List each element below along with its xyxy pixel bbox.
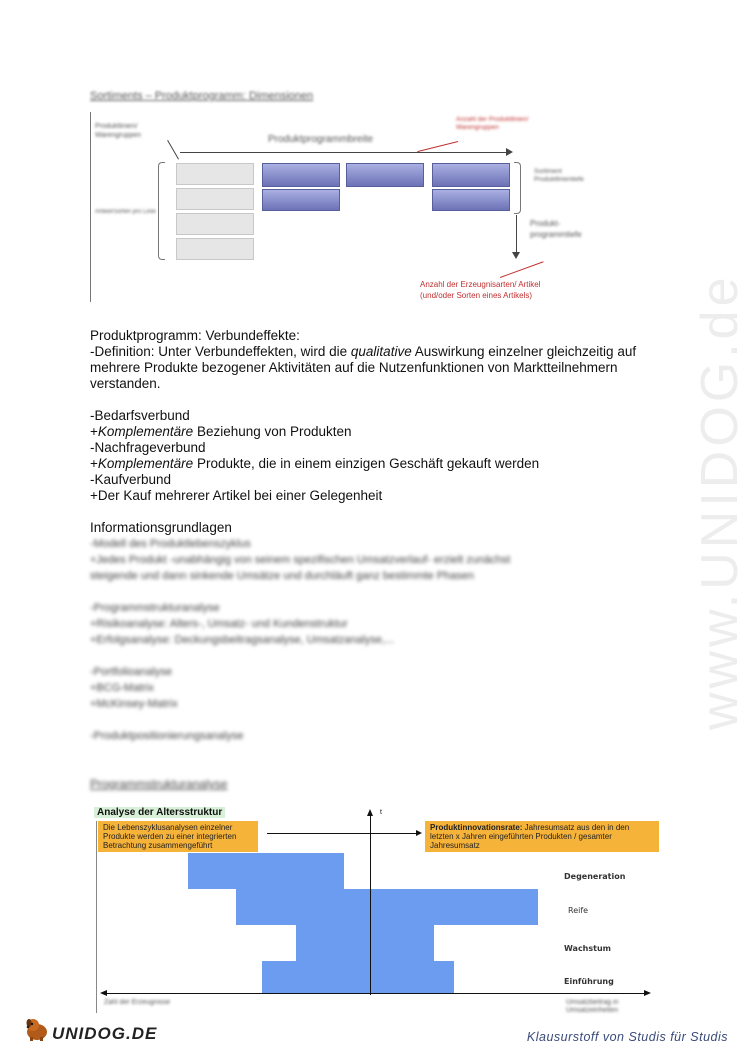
blurred-line: -Produktpositionierungsanalyse	[90, 730, 244, 742]
definition-line-2: mehrere Produkte bezogener Aktivitäten auf die Nutzenfunktionen von Marktteilnehmern	[90, 360, 618, 375]
grid-cell	[176, 238, 254, 260]
chart-title: Analyse der Altersstruktur	[94, 807, 225, 818]
phase-label: Wachstum	[564, 944, 611, 953]
arrow-line	[267, 833, 419, 834]
product-cell	[262, 163, 340, 187]
x-label-left: Zahl der Erzeugnisse	[104, 999, 171, 1006]
diagonal-pointer	[167, 140, 179, 160]
section-title-programmstruktur: Programmstrukturanalyse	[90, 777, 228, 791]
right-brace-top	[514, 162, 521, 214]
width-arrow-head	[506, 148, 513, 156]
heading-informationsgrundlagen: Informationsgrundlagen	[90, 520, 232, 535]
list-item: -Nachfrageverbund	[90, 440, 206, 455]
logo-text: UNIDOG.DE	[52, 1024, 158, 1043]
box-innovation-rate	[425, 821, 659, 852]
age-structure-chart	[92, 803, 662, 1018]
y-axis-head	[367, 809, 373, 816]
definition-italic: qualitative	[350, 344, 412, 359]
depth-arrow-head	[512, 252, 520, 259]
bar-reife	[236, 889, 538, 925]
product-cell	[346, 163, 424, 187]
chart-left-border	[96, 821, 97, 1013]
blurred-line: steigende und dann sinkende Umsätze und durchläuft ganz bestimmte Phasen	[90, 570, 475, 582]
definition-line-1	[90, 344, 636, 360]
item-text: Produkte, die in einem einzigen Geschäft gekauft werden	[193, 456, 540, 471]
blurred-line: +BCG-Matrix	[90, 682, 154, 694]
list-item: -Kaufverbund	[90, 472, 172, 487]
diagram-left-border	[90, 112, 91, 302]
blurred-line: -Programmstrukturanalyse	[90, 602, 220, 614]
x-label-right: Umsatzbeitrag in Umsatzeinheiten	[566, 999, 619, 1014]
grid-cell	[176, 188, 254, 210]
x-axis-line	[106, 993, 646, 994]
label-program-depth: Produktprogrammtiefe	[530, 219, 582, 239]
label-product-lines: Produktlinien/ Warengruppen	[95, 123, 142, 139]
bar-einfuehrung	[262, 961, 454, 993]
innovation-rate-label: Produktinnovationsrate:	[430, 823, 523, 832]
blurred-line: +Erfolgsanalyse: Deckungsbeitragsanalyse, Umsatzanalyse,...	[90, 634, 395, 646]
annotation-bottom-2: (und/oder Sorten eines Artikels)	[420, 291, 533, 300]
depth-arrow-line	[516, 215, 517, 255]
phase-label: Reife	[568, 906, 589, 915]
heading-verbundeffekte: Produktprogramm: Verbundeffekte:	[90, 328, 300, 343]
blurred-line: -Portfolioanalyse	[90, 666, 172, 678]
annotation-top: Anzahl der Produktlinien/ Warengruppen	[456, 116, 529, 131]
annotation-top-line	[417, 141, 458, 152]
item-prefix: +	[90, 424, 98, 439]
blurred-line: -Modell des Produktlebenszyklus	[90, 538, 251, 550]
label-line-depth: Sortiment Produktlinientiefe	[534, 168, 584, 183]
product-cell	[432, 163, 510, 187]
phase-label: Einführung	[564, 977, 614, 986]
list-item: -Bedarfsverbund	[90, 408, 190, 423]
product-cell	[262, 189, 340, 211]
x-axis-head-right	[644, 990, 651, 996]
item-italic: Komplementäre	[97, 456, 194, 471]
arrow-head	[416, 830, 422, 836]
grid-cell	[176, 163, 254, 185]
annotation-bottom-1: Anzahl der Erzeugnisarten/ Artikel	[420, 280, 541, 289]
bar-degeneration	[188, 853, 344, 889]
left-brace	[158, 162, 165, 260]
definition-line-3: verstanden.	[90, 376, 161, 391]
y-axis-line	[370, 815, 371, 995]
phase-label: Degeneration	[564, 872, 626, 881]
label-program-width: Produktprogrammbreite	[268, 134, 374, 145]
y-axis-label: t	[380, 809, 382, 816]
grid-cell	[176, 213, 254, 235]
blurred-line: +McKinsey-Matrix	[90, 698, 178, 710]
innovation-rate-text: Jahresumsatz aus den in den letzten x Jahren eingeführten Produkten / gesamter Jahresumsatz	[430, 823, 630, 850]
watermark: www.UNIDOG.de	[691, 273, 749, 730]
definition-post: Auswirkung einzelner gleichzeitig auf	[411, 344, 637, 359]
section-title-dimensions: Sortiments – Produktprogramm: Dimensionen	[90, 90, 314, 102]
item-prefix: +	[90, 456, 98, 471]
item-italic: Komplementäre	[97, 424, 194, 439]
label-articles-per-line: Artikel/Sorten pro Linie	[95, 209, 156, 215]
dog-logo-icon	[24, 1016, 50, 1042]
blurred-line: +Risikoanalyse: Alters-, Umsatz- und Kundenstruktur	[90, 618, 348, 630]
product-cell	[432, 189, 510, 211]
footer-tagline: Klausurstoff von Studis für Studis	[526, 1030, 728, 1044]
x-axis-head-left	[100, 990, 107, 996]
list-item	[90, 424, 352, 440]
bar-wachstum	[296, 925, 434, 961]
annotation-bottom-line	[500, 261, 544, 278]
list-item: +Der Kauf mehrerer Artikel bei einer Gelegenheit	[90, 488, 383, 503]
blurred-line: +Jedes Produkt -unabhängig von seinem spezifischen Umsatzverlauf- erzielt zunächst	[90, 554, 511, 566]
width-arrow-line	[180, 152, 510, 153]
list-item	[90, 456, 539, 472]
definition-pre: -Definition: Unter Verbundeffekten, wird die	[90, 344, 351, 359]
item-text: Beziehung von Produkten	[193, 424, 352, 439]
box-lifecycle-note: Die Lebenszyklusanalysen einzelner Produkte werden zu einer integrierten Betrachtung zusammengeführt	[98, 821, 258, 852]
